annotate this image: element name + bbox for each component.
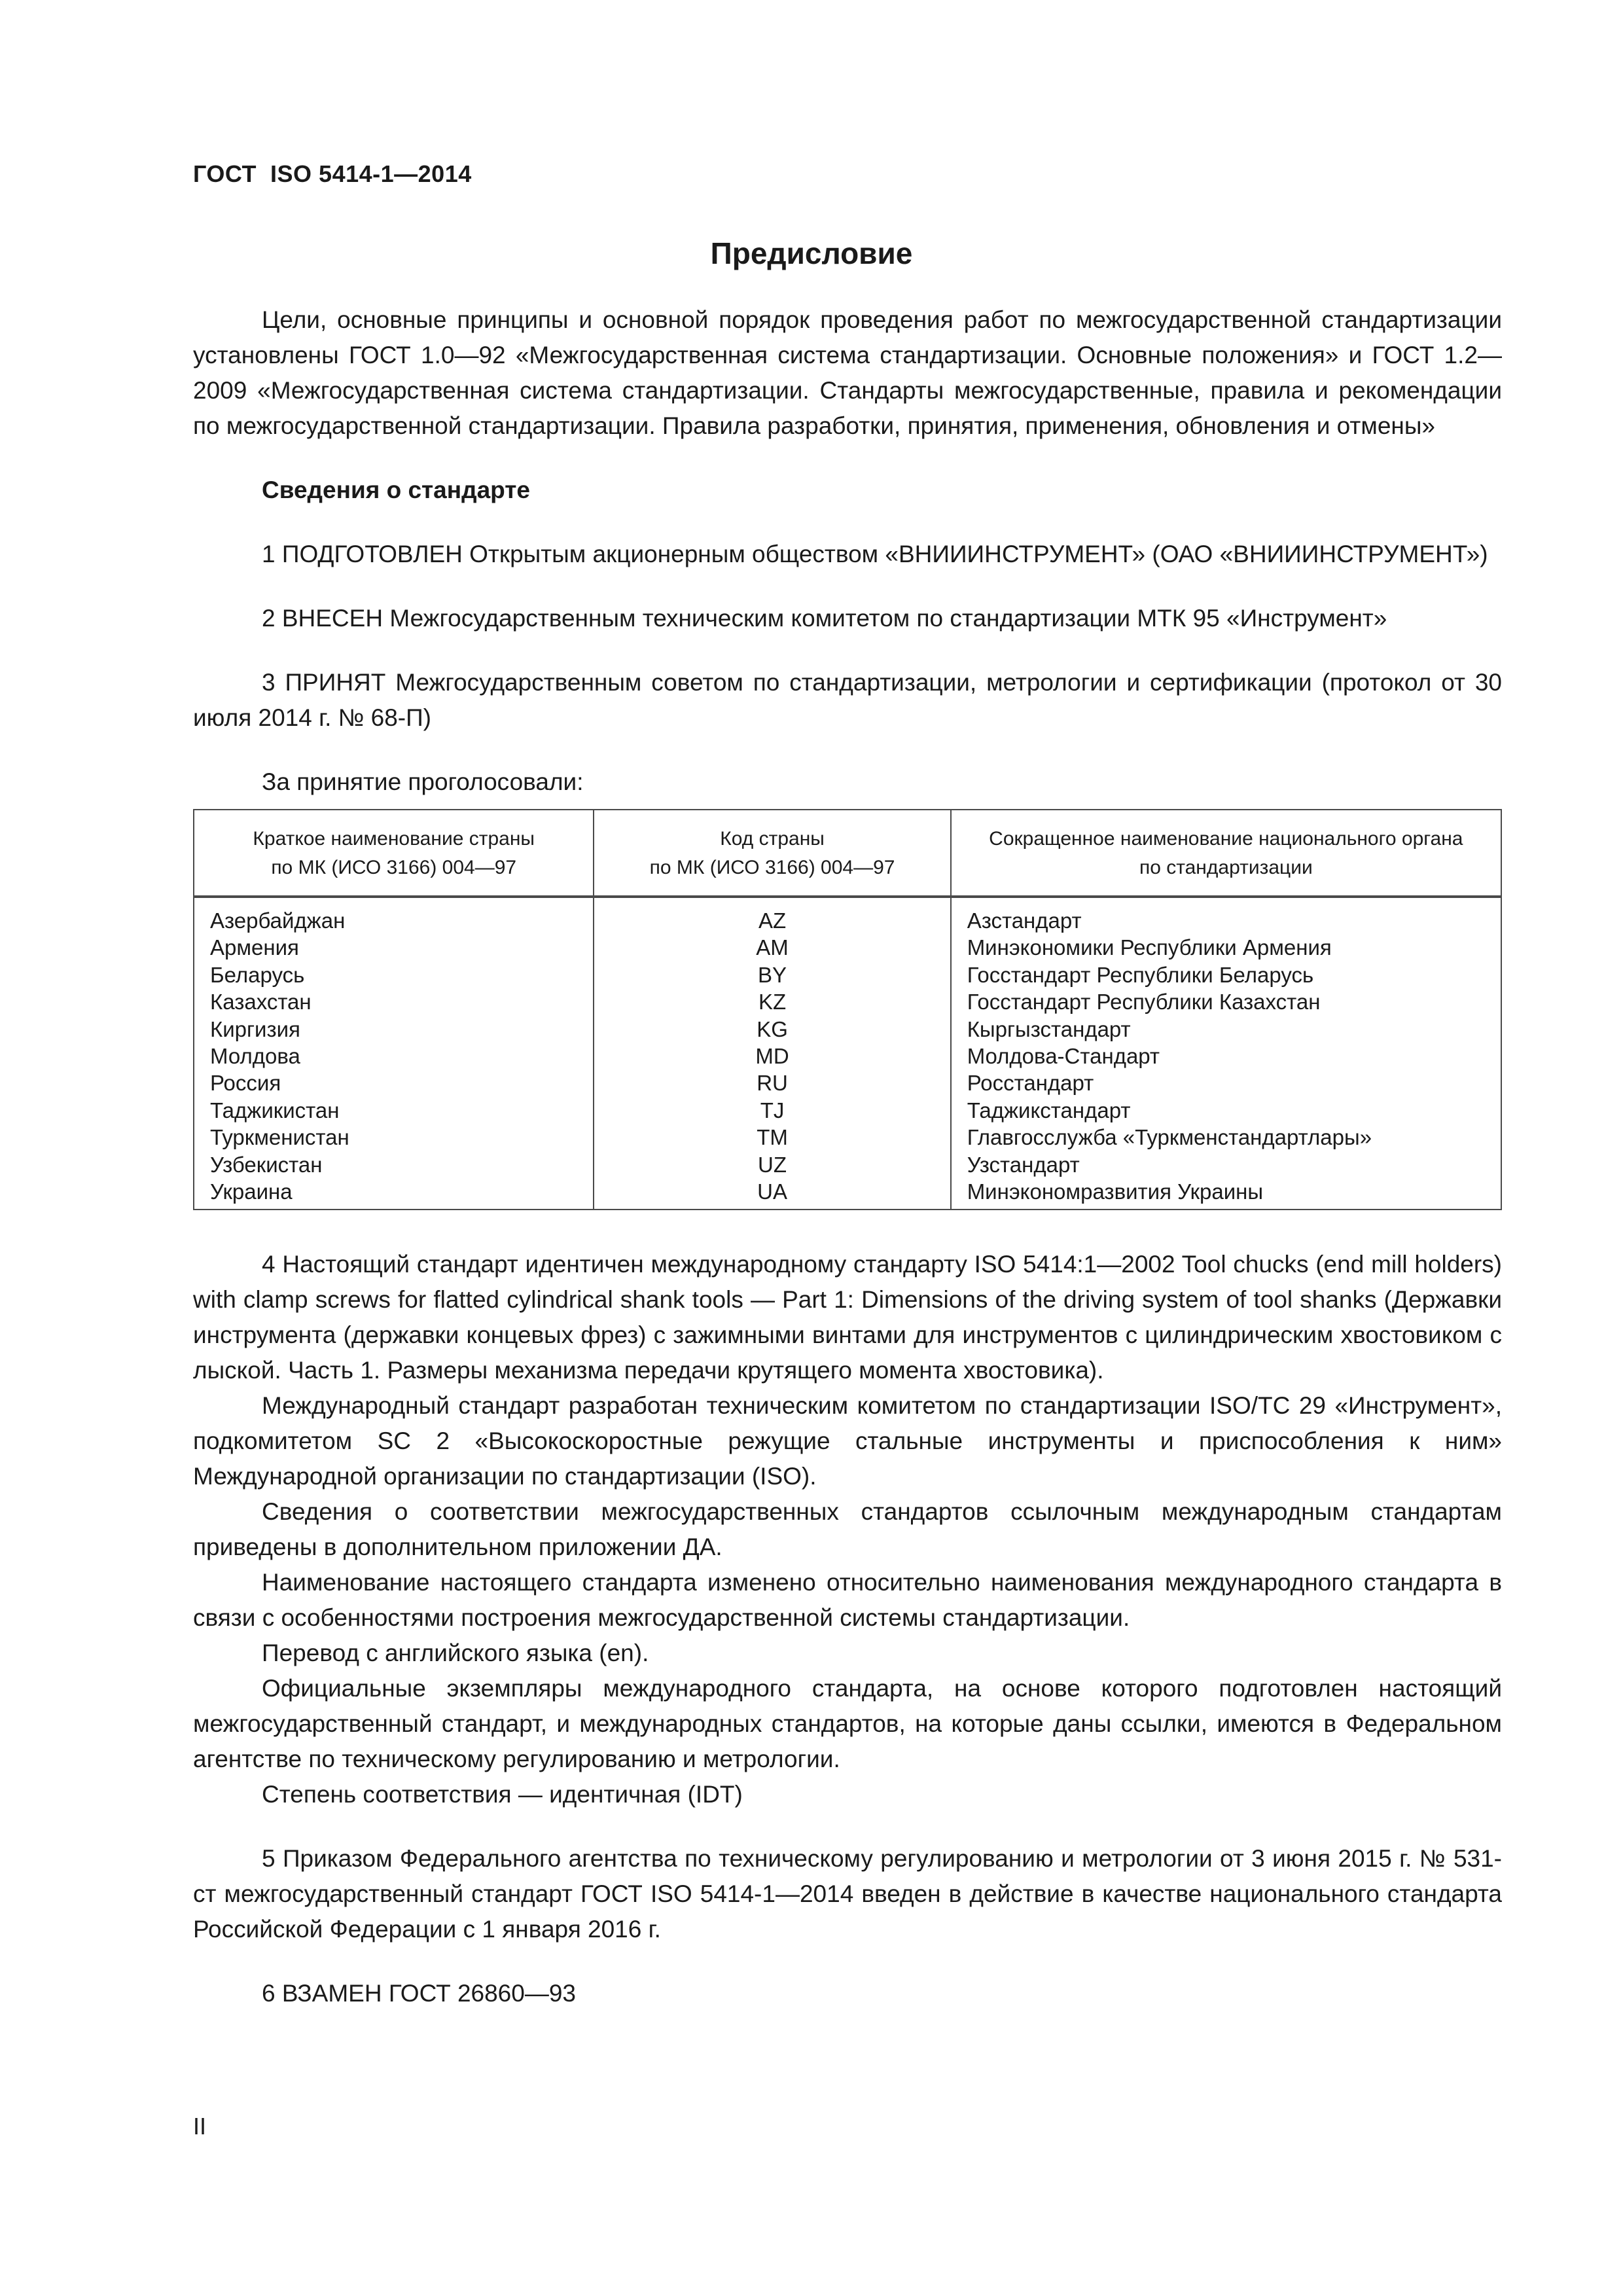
item-3-paragraph: 3 ПРИНЯТ Межгосударственным советом по стандартизации, метрологии и сертификации (протокол от 30 июля 2014 г. № 68-П): [193, 669, 1502, 731]
country-name-cell: Таджикистан: [194, 1097, 594, 1124]
table-row: [194, 961, 1501, 988]
table-row: [194, 1151, 1501, 1178]
foreword-body: [193, 302, 1502, 2011]
country-code-cell: BY: [594, 961, 950, 988]
item-2-paragraph: 2 ВНЕСЕН Межгосударственным техническим комитетом по стандартизации МТК 95 «Инструмент»: [262, 605, 1387, 632]
table-row: [194, 1069, 1501, 1096]
item-4-subparagraph: Степень соответствия — идентичная (IDT): [262, 1781, 743, 1808]
table-row: [194, 1043, 1501, 1069]
national-body-cell: Главгосслужба «Туркменстандартлары»: [951, 1124, 1501, 1151]
national-body-cell: Росстандарт: [951, 1069, 1501, 1096]
voted-label: За принятие проголосовали:: [262, 768, 584, 795]
header-country-name: Краткое наименование страны по МК (ИСО 3166) 004—97: [194, 810, 594, 897]
country-name-cell: Узбекистан: [194, 1151, 594, 1178]
national-body-cell: Минэкономики Республики Армения: [951, 934, 1501, 961]
item-5-paragraph: 5 Приказом Федерального агентства по техническому регулированию и метрологии от 3 июня 2015 г. № 531-ст межгосударственный стандарт ГОСТ ISO 5414-1—2014 введен в действие в качестве национального стандарта Российской Федерации с 1 января 2016 г.: [193, 1845, 1502, 1943]
national-body-cell: Госстандарт Республики Беларусь: [951, 961, 1501, 988]
table-row: [194, 1124, 1501, 1151]
table-row: [194, 1178, 1501, 1210]
country-name-cell: Армения: [194, 934, 594, 961]
table-row: [194, 934, 1501, 961]
table-row: [194, 988, 1501, 1015]
country-code-cell: KG: [594, 1016, 950, 1043]
item-1-paragraph: 1 ПОДГОТОВЛЕН Открытым акционерным обществом «ВНИИИНСТРУМЕНТ» (ОАО «ВНИИИНСТРУМЕНТ»): [262, 541, 1488, 567]
national-body-cell: Азстандарт: [951, 897, 1501, 934]
national-body-cell: Таджикстандарт: [951, 1097, 1501, 1124]
page-number: II: [193, 2113, 207, 2140]
header-country-code: Код страны по МК (ИСО 3166) 004—97: [594, 810, 950, 897]
national-body-cell: Молдова-Стандарт: [951, 1043, 1501, 1069]
table-row: [194, 897, 1501, 934]
country-code-cell: AZ: [594, 897, 950, 934]
table-row: [194, 1097, 1501, 1124]
country-name-cell: Беларусь: [194, 961, 594, 988]
country-code-cell: TM: [594, 1124, 950, 1151]
item-6-paragraph: 6 ВЗАМЕН ГОСТ 26860—93: [262, 1980, 576, 2007]
country-code-cell: RU: [594, 1069, 950, 1096]
country-code-cell: TJ: [594, 1097, 950, 1124]
page-title: Предисловие: [710, 236, 913, 270]
country-name-cell: Молдова: [194, 1043, 594, 1069]
table-header-row: [194, 810, 1501, 897]
national-body-cell: Кыргызстандарт: [951, 1016, 1501, 1043]
item-4-subparagraph: Сведения о соответствии межгосударственных стандартов ссылочным международным стандартам приведены в дополнительном приложении ДА.: [193, 1498, 1502, 1561]
table-row: [194, 1016, 1501, 1043]
country-code-cell: MD: [594, 1043, 950, 1069]
item-4-subparagraph: Наименование настоящего стандарта изменено относительно наименования международного стандарта в связи с особенностями построения межгосударственной системы стандартизации.: [193, 1569, 1502, 1632]
country-code-cell: UZ: [594, 1151, 950, 1178]
header-national-body: Сокращенное наименование национального органа по стандартизации: [951, 810, 1501, 897]
item-4-subparagraph: Международный стандарт разработан техническим комитетом по стандартизации ISO/TC 29 «Инструмент», подкомитетом SC 2 «Высокоскоростные режущие стальные инструменты и приспособления к ним» Международной организации по стандартизации (ISO).: [193, 1392, 1502, 1490]
country-name-cell: Казахстан: [194, 988, 594, 1015]
country-name-cell: Киргизия: [194, 1016, 594, 1043]
voting-countries-table: [193, 809, 1502, 1210]
section-heading: Сведения о стандарте: [262, 476, 530, 503]
country-name-cell: Азербайджан: [194, 897, 594, 934]
national-body-cell: Госстандарт Республики Казахстан: [951, 988, 1501, 1015]
item-4-subparagraph: Перевод с английского языка (en).: [262, 1640, 649, 1667]
national-body-cell: Минэкономразвития Украины: [951, 1178, 1501, 1210]
country-code-cell: UA: [594, 1178, 950, 1210]
country-name-cell: Украина: [194, 1178, 594, 1210]
country-name-cell: Туркменистан: [194, 1124, 594, 1151]
national-body-cell: Узстандарт: [951, 1151, 1501, 1178]
item-4-paragraph: 4 Настоящий стандарт идентичен международному стандарту ISO 5414:1—2002 Tool chucks (end mill holders) with clamp screws for flatted cylindrical shank tools — Part 1: Dimensions of the driving system of tool shanks (Державки инструмента (державки концевых фрез) с зажимными винтами для инструментов с цилиндрическим хвостовиком с лыской. Часть 1. Размеры механизма передачи крутящего момента хвостовика).: [193, 1251, 1502, 1384]
country-name-cell: Россия: [194, 1069, 594, 1096]
item-4-subparagraph: Официальные экземпляры международного стандарта, на основе которого подготовлен настоящий межгосударственный стандарт, и международных стандартов, на которые даны ссылки, имеются в Федеральном агентстве по техническому регулированию и метрологии.: [193, 1675, 1502, 1773]
standard-designation: ГОСТ ISO 5414-1—2014: [193, 160, 472, 187]
country-code-cell: KZ: [594, 988, 950, 1015]
country-code-cell: AM: [594, 934, 950, 961]
intro-paragraph: Цели, основные принципы и основной порядок проведения работ по межгосударственной стандартизации установлены ГОСТ 1.0—92 «Межгосударственная система стандартизации. Основные положения» и ГОСТ 1.2—2009 «Межгосударственная система стандартизации. Стандарты межгосударственные, правила и рекомендации по межгосударственной стандартизации. Правила разработки, принятия, применения, обновления и отмены»: [193, 306, 1502, 439]
